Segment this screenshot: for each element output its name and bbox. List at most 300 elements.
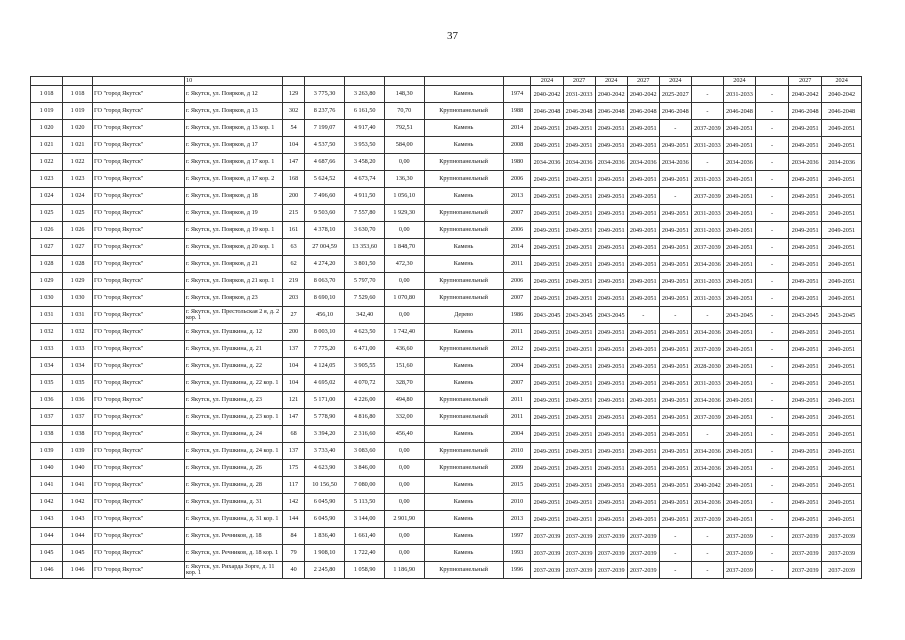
row-number-cell: 1 032 (63, 324, 93, 341)
address-cell: г. Якутск, ул. Пушкина, д. 24 кор. 1 (184, 443, 282, 460)
work-period-cell: 2049-2051 (659, 290, 691, 307)
build-year-cell: 1997 (503, 528, 531, 545)
work-period-cell: 2049-2051 (659, 341, 691, 358)
row-index-cell: 1 034 (31, 358, 63, 375)
owner-cell: ГО "город Якутск" (93, 477, 185, 494)
work-period-cell: 2049-2051 (822, 324, 862, 341)
work-period-cell: 2034-2036 (691, 256, 723, 273)
living-area-cell: 6 471,00 (345, 341, 385, 358)
work-period-cell: 2049-2051 (789, 120, 822, 137)
nonliving-area-cell: 0,00 (384, 528, 424, 545)
work-period-cell: 2034-2036 (723, 154, 755, 171)
work-period-cell: 2049-2051 (822, 205, 862, 222)
address-cell: г. Якутск, ул. Пушкина, д. 23 (184, 392, 282, 409)
row-index-cell: 1 044 (31, 528, 63, 545)
row-number-cell: 1 026 (63, 222, 93, 239)
work-period-cell: 2034-2036 (691, 392, 723, 409)
address-cell: г. Якутск, ул. Пушкина, д. 26 (184, 460, 282, 477)
work-period-cell: 2049-2051 (595, 324, 627, 341)
owner-cell: ГО "город Якутск" (93, 137, 185, 154)
work-period-cell: - (756, 443, 789, 460)
work-period-cell: 2046-2048 (563, 103, 595, 120)
work-period-cell: 2049-2051 (789, 273, 822, 290)
wall-material-cell: Камень (424, 120, 503, 137)
count-cell: 40 (283, 562, 304, 579)
count-cell: 79 (283, 545, 304, 562)
living-area-cell: 2 316,60 (345, 426, 385, 443)
work-period-cell: - (756, 137, 789, 154)
work-period-cell: 2049-2051 (595, 222, 627, 239)
build-year-cell: 1996 (503, 562, 531, 579)
build-year-cell: 2010 (503, 443, 531, 460)
build-year-cell: 2011 (503, 256, 531, 273)
row-number-cell: 1 044 (63, 528, 93, 545)
wall-material-cell: Камень (424, 358, 503, 375)
work-period-cell: 2037-2039 (691, 409, 723, 426)
total-area-cell: 3 733,40 (304, 443, 345, 460)
wall-material-cell: Крупнопанельный (424, 443, 503, 460)
owner-cell: ГО "город Якутск" (93, 273, 185, 290)
count-cell: 200 (283, 188, 304, 205)
total-area-cell: 4 687,66 (304, 154, 345, 171)
table-row (31, 545, 862, 562)
living-area-cell: 1 661,40 (345, 528, 385, 545)
living-area-cell: 4 816,80 (345, 409, 385, 426)
build-year-cell: 1986 (503, 307, 531, 324)
count-cell: 137 (283, 443, 304, 460)
row-index-cell: 1 020 (31, 120, 63, 137)
work-period-cell: 2049-2051 (822, 375, 862, 392)
work-period-cell: 2049-2051 (627, 137, 659, 154)
work-period-cell: 2049-2051 (531, 256, 563, 273)
work-period-cell: 2049-2051 (531, 137, 563, 154)
build-year-cell: 2013 (503, 188, 531, 205)
work-period-cell: 2028-2030 (691, 358, 723, 375)
owner-cell: ГО "город Якутск" (93, 511, 185, 528)
work-period-cell: 2049-2051 (595, 188, 627, 205)
nonliving-area-cell: 332,00 (384, 409, 424, 426)
wall-material-cell: Камень (424, 239, 503, 256)
living-area-cell: 3 083,60 (345, 443, 385, 460)
address-cell: г. Якутск, ул. Пушкина, д. 21 (184, 341, 282, 358)
owner-cell: ГО "город Якутск" (93, 256, 185, 273)
row-number-cell: 1 037 (63, 409, 93, 426)
work-period-cell: - (756, 103, 789, 120)
work-period-cell: - (691, 154, 723, 171)
work-period-cell: 2049-2051 (531, 171, 563, 188)
nonliving-area-cell: 0,00 (384, 222, 424, 239)
work-period-cell: 2031-2033 (691, 171, 723, 188)
work-period-cell: 2049-2051 (627, 290, 659, 307)
work-period-cell: 2049-2051 (531, 494, 563, 511)
address-cell: г. Якутск, ул. Поярков, д 17 (184, 137, 282, 154)
build-year-cell: 2007 (503, 290, 531, 307)
work-period-cell: 2049-2051 (723, 511, 755, 528)
build-year-cell: 2006 (503, 222, 531, 239)
work-period-cell: 2049-2051 (822, 460, 862, 477)
work-period-cell: - (691, 86, 723, 103)
owner-cell: ГО "город Якутск" (93, 392, 185, 409)
work-period-cell: 2037-2039 (789, 562, 822, 579)
owner-cell: ГО "город Якутск" (93, 358, 185, 375)
work-period-cell: 2049-2051 (822, 426, 862, 443)
table-row (31, 222, 862, 239)
work-period-cell: 2049-2051 (822, 171, 862, 188)
total-area-cell: 1 836,40 (304, 528, 345, 545)
work-period-cell: 2037-2039 (563, 528, 595, 545)
work-period-cell: - (756, 290, 789, 307)
build-year-cell: 2007 (503, 375, 531, 392)
address-cell: г. Якутск, ул. Речников, д. 18 (184, 528, 282, 545)
row-number-cell: 1 021 (63, 137, 93, 154)
work-period-cell: 2049-2051 (789, 443, 822, 460)
total-area-cell: 5 624,52 (304, 171, 345, 188)
work-period-cell: 2034-2036 (691, 460, 723, 477)
wall-material-cell: Камень (424, 528, 503, 545)
address-cell: г. Якутск, ул. Поярков, д 18 (184, 188, 282, 205)
work-period-cell: 2049-2051 (659, 409, 691, 426)
row-index-cell: 1 018 (31, 86, 63, 103)
work-period-cell: 2040-2042 (691, 477, 723, 494)
work-period-cell: 2049-2051 (723, 205, 755, 222)
row-number-cell: 1 039 (63, 443, 93, 460)
living-area-cell: 7 557,80 (345, 205, 385, 222)
wall-material-cell: Дерево (424, 307, 503, 324)
work-period-cell: 2049-2051 (531, 239, 563, 256)
owner-cell: ГО "город Якутск" (93, 528, 185, 545)
work-period-cell: 2046-2048 (627, 103, 659, 120)
total-area-cell: 10 156,50 (304, 477, 345, 494)
nonliving-area-cell: 328,70 (384, 375, 424, 392)
nonliving-area-cell: 0,00 (384, 477, 424, 494)
work-period-cell: 2031-2033 (691, 137, 723, 154)
row-number-cell: 1 034 (63, 358, 93, 375)
work-period-cell: 2037-2039 (531, 545, 563, 562)
count-cell: 147 (283, 409, 304, 426)
work-period-cell: 2049-2051 (789, 477, 822, 494)
work-period-cell: - (756, 188, 789, 205)
count-cell: 84 (283, 528, 304, 545)
work-period-cell: 2049-2051 (659, 477, 691, 494)
work-period-cell: 2049-2051 (822, 290, 862, 307)
address-cell: г. Якутск, ул. Поярков, д 19 кор. 1 (184, 222, 282, 239)
nonliving-area-cell: 1 848,70 (384, 239, 424, 256)
work-period-cell: 2049-2051 (627, 120, 659, 137)
total-area-cell: 456,10 (304, 307, 345, 324)
table-row (31, 256, 862, 273)
build-year-cell: 2011 (503, 324, 531, 341)
year-header-cell: 2024 (595, 77, 627, 86)
nonliving-area-cell: 584,00 (384, 137, 424, 154)
work-period-cell: 2049-2051 (723, 477, 755, 494)
work-period-cell: 2049-2051 (789, 137, 822, 154)
work-period-cell: 2049-2051 (723, 392, 755, 409)
work-period-cell: 2031-2033 (691, 273, 723, 290)
work-period-cell: 2043-2045 (563, 307, 595, 324)
work-period-cell: 2049-2051 (627, 358, 659, 375)
work-period-cell: 2049-2051 (563, 171, 595, 188)
table-row (31, 358, 862, 375)
work-period-cell: - (756, 239, 789, 256)
wall-material-cell: Камень (424, 477, 503, 494)
count-cell: 302 (283, 103, 304, 120)
work-period-cell: 2049-2051 (531, 222, 563, 239)
build-year-cell: 2010 (503, 494, 531, 511)
work-period-cell: 2049-2051 (627, 375, 659, 392)
owner-cell: ГО "город Якутск" (93, 205, 185, 222)
table-row (31, 562, 862, 579)
work-period-cell: 2049-2051 (789, 171, 822, 188)
work-period-cell: 2049-2051 (627, 460, 659, 477)
work-period-cell: 2049-2051 (595, 511, 627, 528)
count-cell: 161 (283, 222, 304, 239)
work-period-cell: 2049-2051 (789, 375, 822, 392)
work-period-cell: 2049-2051 (627, 392, 659, 409)
total-area-cell: 27 004,59 (304, 239, 345, 256)
build-year-cell: 2006 (503, 171, 531, 188)
work-period-cell: 2049-2051 (627, 511, 659, 528)
living-area-cell: 3 263,80 (345, 86, 385, 103)
living-area-cell: 4 917,40 (345, 120, 385, 137)
work-period-cell: 2049-2051 (531, 392, 563, 409)
work-period-cell: 2037-2039 (691, 511, 723, 528)
work-period-cell: 2049-2051 (531, 358, 563, 375)
work-period-cell: 2049-2051 (595, 137, 627, 154)
work-period-cell: 2049-2051 (822, 392, 862, 409)
work-period-cell: - (756, 120, 789, 137)
table-row (31, 494, 862, 511)
owner-cell: ГО "город Якутск" (93, 188, 185, 205)
work-period-cell: 2049-2051 (723, 239, 755, 256)
work-period-cell: 2049-2051 (563, 511, 595, 528)
work-period-cell: 2049-2051 (595, 460, 627, 477)
work-period-cell: 2049-2051 (595, 392, 627, 409)
work-period-cell: - (756, 375, 789, 392)
row-index-cell: 1 029 (31, 273, 63, 290)
work-period-cell: 2046-2048 (723, 103, 755, 120)
table-row (31, 239, 862, 256)
work-period-cell: 2037-2039 (627, 562, 659, 579)
work-period-cell: 2049-2051 (563, 222, 595, 239)
work-period-cell: 2031-2033 (691, 205, 723, 222)
work-period-cell: 2049-2051 (595, 171, 627, 188)
nonliving-area-cell: 1 742,40 (384, 324, 424, 341)
work-period-cell: - (756, 562, 789, 579)
work-period-cell: 2049-2051 (659, 273, 691, 290)
work-period-cell: 2049-2051 (659, 392, 691, 409)
work-period-cell: 2049-2051 (822, 137, 862, 154)
nonliving-area-cell: 436,60 (384, 341, 424, 358)
address-cell: г. Якутск, ул. Поярков, д 17 кор. 1 (184, 154, 282, 171)
work-period-cell: 2034-2036 (659, 154, 691, 171)
row-index-cell: 1 035 (31, 375, 63, 392)
owner-cell: ГО "город Якутск" (93, 154, 185, 171)
table-row (31, 426, 862, 443)
table-row (31, 375, 862, 392)
work-period-cell: 2037-2039 (691, 120, 723, 137)
work-period-cell: 2049-2051 (595, 341, 627, 358)
work-period-cell: 2049-2051 (531, 443, 563, 460)
work-period-cell: 2049-2051 (659, 426, 691, 443)
wall-material-cell: Крупнопанельный (424, 290, 503, 307)
address-cell: г. Якутск, ул. Речников, д. 18 кор. 1 (184, 545, 282, 562)
work-period-cell: - (756, 154, 789, 171)
total-area-cell: 3 394,20 (304, 426, 345, 443)
work-period-cell: 2049-2051 (563, 256, 595, 273)
row-index-cell: 1 045 (31, 545, 63, 562)
row-number-cell: 1 038 (63, 426, 93, 443)
total-area-cell: 8 690,10 (304, 290, 345, 307)
living-area-cell: 5 113,50 (345, 494, 385, 511)
build-year-cell: 1988 (503, 103, 531, 120)
work-period-cell: 2049-2051 (595, 409, 627, 426)
table-row (31, 460, 862, 477)
address-cell: г. Якутск, ул. Поярков, д 17 кор. 2 (184, 171, 282, 188)
total-area-cell: 4 124,05 (304, 358, 345, 375)
work-period-cell: 2049-2051 (723, 409, 755, 426)
work-period-cell: 2049-2051 (627, 426, 659, 443)
count-cell: 62 (283, 256, 304, 273)
work-period-cell: 2049-2051 (822, 494, 862, 511)
living-area-cell: 7 080,00 (345, 477, 385, 494)
work-period-cell: 2049-2051 (822, 409, 862, 426)
living-area-cell: 4 623,50 (345, 324, 385, 341)
work-period-cell: 2049-2051 (659, 324, 691, 341)
row-number-cell: 1 035 (63, 375, 93, 392)
total-area-cell: 9 503,60 (304, 205, 345, 222)
work-period-cell: 2049-2051 (563, 120, 595, 137)
living-area-cell: 6 161,50 (345, 103, 385, 120)
work-period-cell: 2049-2051 (789, 358, 822, 375)
work-period-cell: 2049-2051 (563, 392, 595, 409)
wall-material-cell: Крупнопанельный (424, 273, 503, 290)
work-period-cell: 2049-2051 (627, 494, 659, 511)
work-period-cell: 2043-2045 (789, 307, 822, 324)
row-index-cell: 1 021 (31, 137, 63, 154)
work-period-cell: 2037-2039 (822, 545, 862, 562)
living-area-cell: 4 226,00 (345, 392, 385, 409)
year-header-cell (691, 77, 723, 86)
work-period-cell: 2037-2039 (531, 562, 563, 579)
build-year-cell: 2012 (503, 341, 531, 358)
wall-material-cell: Крупнопанельный (424, 205, 503, 222)
work-period-cell: 2049-2051 (531, 477, 563, 494)
nonliving-area-cell: 136,30 (384, 171, 424, 188)
work-period-cell: 2049-2051 (531, 324, 563, 341)
work-period-cell: 2049-2051 (822, 358, 862, 375)
work-period-cell: 2049-2051 (595, 256, 627, 273)
work-period-cell: 2037-2039 (691, 341, 723, 358)
row-number-cell: 1 031 (63, 307, 93, 324)
work-period-cell: 2049-2051 (595, 120, 627, 137)
table-row (31, 324, 862, 341)
header-row (31, 77, 862, 86)
build-year-cell: 2011 (503, 409, 531, 426)
owner-cell: ГО "город Якутск" (93, 494, 185, 511)
year-header-cell: 2024 (659, 77, 691, 86)
row-index-cell: 1 023 (31, 171, 63, 188)
work-period-cell: 2049-2051 (822, 222, 862, 239)
count-cell: 121 (283, 392, 304, 409)
wall-material-cell: Камень (424, 511, 503, 528)
page-number: 37 (447, 30, 458, 42)
nonliving-area-cell: 0,00 (384, 494, 424, 511)
work-period-cell: 2049-2051 (563, 443, 595, 460)
row-number-cell: 1 028 (63, 256, 93, 273)
wall-material-cell: Камень (424, 494, 503, 511)
work-period-cell: 2049-2051 (659, 222, 691, 239)
living-area-cell: 3 458,20 (345, 154, 385, 171)
work-period-cell: - (691, 545, 723, 562)
build-year-cell: 2009 (503, 460, 531, 477)
work-period-cell: 2031-2033 (691, 222, 723, 239)
row-number-cell: 1 040 (63, 460, 93, 477)
build-year-cell: 1974 (503, 86, 531, 103)
owner-cell: ГО "город Якутск" (93, 86, 185, 103)
work-period-cell: 2049-2051 (627, 188, 659, 205)
count-cell: 137 (283, 341, 304, 358)
nonliving-area-cell: 494,80 (384, 392, 424, 409)
work-period-cell: 2049-2051 (723, 460, 755, 477)
work-period-cell: 2049-2051 (659, 494, 691, 511)
living-area-cell: 7 529,60 (345, 290, 385, 307)
work-period-cell: 2034-2036 (691, 443, 723, 460)
work-period-cell: 2049-2051 (789, 239, 822, 256)
work-period-cell: 2037-2039 (789, 528, 822, 545)
build-year-cell: 2011 (503, 392, 531, 409)
nonliving-area-cell: 151,60 (384, 358, 424, 375)
row-index-cell: 1 040 (31, 460, 63, 477)
work-period-cell: 2049-2051 (789, 392, 822, 409)
work-period-cell: 2049-2051 (627, 222, 659, 239)
build-year-cell: 1993 (503, 545, 531, 562)
work-period-cell: - (659, 528, 691, 545)
row-number-cell: 1 018 (63, 86, 93, 103)
work-period-cell: 2049-2051 (595, 443, 627, 460)
table-row (31, 120, 862, 137)
work-period-cell: - (691, 307, 723, 324)
table-row (31, 443, 862, 460)
work-period-cell: - (756, 477, 789, 494)
work-period-cell: 2049-2051 (789, 205, 822, 222)
wall-material-cell: Крупнопанельный (424, 171, 503, 188)
work-period-cell: - (691, 562, 723, 579)
table-row (31, 273, 862, 290)
work-period-cell: - (756, 494, 789, 511)
work-period-cell: 2049-2051 (659, 239, 691, 256)
work-period-cell: 2037-2039 (595, 545, 627, 562)
living-area-cell: 5 797,70 (345, 273, 385, 290)
work-period-cell: 2049-2051 (595, 358, 627, 375)
work-period-cell: 2049-2051 (595, 477, 627, 494)
address-cell: г. Якутск, ул. Пушкина, д. 22 (184, 358, 282, 375)
address-cell: г. Якутск, ул. Пушкина, д. 28 (184, 477, 282, 494)
work-period-cell: 2049-2051 (789, 256, 822, 273)
build-year-cell: 2008 (503, 137, 531, 154)
work-period-cell: - (659, 120, 691, 137)
work-period-cell: 2037-2039 (691, 239, 723, 256)
address-cell: г. Якутск, ул. Пушкина, д. 22 кор. 1 (184, 375, 282, 392)
owner-cell: ГО "город Якутск" (93, 562, 185, 579)
work-period-cell: 2049-2051 (659, 443, 691, 460)
work-period-cell: - (756, 460, 789, 477)
row-number-cell: 1 019 (63, 103, 93, 120)
work-period-cell: - (756, 256, 789, 273)
work-period-cell: 2037-2039 (723, 528, 755, 545)
address-cell: г. Якутск, ул. Поярков, д 20 кор. 1 (184, 239, 282, 256)
work-period-cell: 2049-2051 (723, 341, 755, 358)
work-period-cell: 2049-2051 (723, 324, 755, 341)
